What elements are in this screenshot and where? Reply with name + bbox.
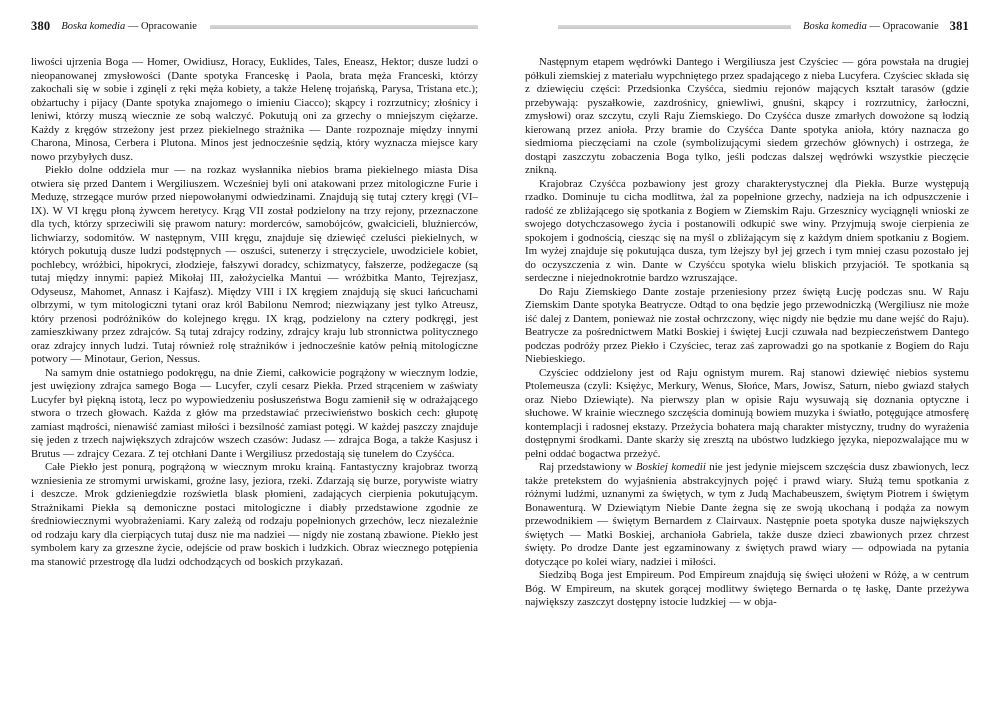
paragraph	[525, 367, 969, 462]
paragraph	[525, 178, 969, 286]
paragraph	[525, 461, 969, 569]
text-run: Krajobraz Czyśćca pozbawiony jest grozy charakterystycznej dla Piekła. Burze występują rzadko. Dominuje tu cicha modlitwa, żal za popełnione grzechy, nadzieja na ich odpuszczenie i radość ze zbliżającego się spotkania z Bogiem w Ziemskim Raju. Grzesznicy wyciągnęli wnioski ze swojego dotychczasowego życia i postanowili odkupić swe winy. Przyjmują swoje cierpienia ze spokojem i godnością, ciesząc się na myśl o zbliżającym się z każdym dniem spotkaniu z Bogiem. Im wyżej znajduje się pokutująca dusza, tym lżejszy był jej grzech i tym mniej czasu pozostało jej do oczyszczenia z win. Dante w Czyśćcu spotyka wielu bliskich przyjaciół. Te spotkania są serdeczne i niejednokrotnie bardzo wzruszające.	[525, 177, 969, 284]
text-run: nie jest jedynie miejscem szczęścia dusz zbawionych, lecz także pretekstem do wyjaśnienia abstrakcyjnych pojęć i prawd wiary. Służą temu spotkania z różnymi ludźmi, uznanymi za świętych, w tym z Judą Machabeuszem, świętym Piotrem i świętym Bonawenturą. W Dziewiątym Niebie Dante żegna się ze swoją ukochaną i podąża za nowym przewodnikiem — świętym Bernardem z Clairvaux. Następnie poeta spotyka dusze największych świętych — Matki Boskiej, archanioła Gabriela, także dusze dzieci zbawionych przez chrzest święty. Po drodze Dante jest egzaminowany z świętych prawd wiary — odpowiada na pytania dotyczące po kolei wiary, nadziei i miłości.	[525, 461, 969, 568]
paragraph	[31, 164, 478, 367]
text-run: Czyściec oddzielony jest od Raju ognistym murem. Raj stanowi dziewięć niebios systemu Ptolemeusza (czyli: Księżyc, Merkury, Wenus, Słońce, Mars, Jowisz, Saturn, niebo gwiazd stałych oraz Niebo Dziewiąte). Na pierwszy plan w opisie Raju wysuwają się doznania optyczne i słuchowe. W krainie wiecznego szczęścia dominują bowiem muzyka i światło, potęgujące atmosferę kontemplacji i radosnej ekstazy. Przeżycia bohatera mają charakter mistyczny, trudny do wyrażenia dostępnymi środkami. Dante skarży się zresztą na ubóstwo ludzkiego języka, niepozwalające mu w pełni oddać bogactwa przeżyć.	[525, 366, 969, 460]
running-title-suffix: — Opracowanie	[125, 21, 197, 32]
text-run: Następnym etapem wędrówki Dantego i Wergiliusza jest Czyściec — góra powstała na drugiej półkuli ziemskiej z materiału wypchniętego przez spadającego z nieba Lucyfera. Czyściec składa się z dziewięciu części: Przedsionka Czyśćca, siedmiu rejonów mających kształt tarasów (gdzie przebywają: pyszałkowie, zazdrośnicy, gniewliwi, gnuśni, skąpcy i rozrzutnicy, żarłoczni, zmysłowi) oraz szczytu, czyli Raju Ziemskiego. Do Czyśćca dusze zmarłych dowożone są łodzią kierowaną przez anioła. Przy bramie do Czyśćca Dante spotyka anioła, który naznacza go siedmioma pieczęciami na czole (symbolizującymi siedem grzechów głównych) i ostrzega, że dostąpi zaszczytu zobaczenia Boga tylko, jeśli podczas dalszej wędrówki wszystkie pieczęcie znikną.	[525, 56, 969, 176]
page-380-header	[31, 19, 478, 34]
text-run: Na samym dnie ostatniego podokręgu, na dnie Ziemi, całkowicie pogrążony w wiecznym lodzie, jest uwięziony zdrajca samego Boga — Lucyfer, czyli cesarz Piekła. Przed strąceniem w zaświaty Lucyfer był piękną istotą, lecz po wypowiedzeniu posłuszeństwa Bogu zamienił się w odrażającego stwora o trzech głowach. Każda z głów ma przedstawiać przeciwieństwo boskich cech: głupotę zamiast mądrości, nienawiść zamiast miłości i bezsilność zamiast potęgi. W każdej paszczy znajduje się jeden z trzech największych zdrajców wszech czasów: Judasz — zdrajca Boga, a także Kasjusz i Brutus — zdrajcy Cezara. Z tej otchłani Dante i Wergiliusz przedostają się tunelem do Czyśćca.	[31, 366, 478, 460]
paragraph	[31, 461, 478, 569]
page-381-body	[525, 56, 969, 610]
running-title-suffix: — Opracowanie	[866, 21, 939, 32]
running-title	[61, 21, 197, 32]
text-run: Raj przedstawiony w	[539, 461, 636, 473]
header-rule	[210, 25, 478, 29]
text-run: Siedzibą Boga jest Empireum. Pod Empireum znajdują się święci ułożeni w Różę, a w centrum Bóg. W Empireum, na skutek gorącej modlitwy świętego Bernarda o tę łaskę, Dante przeżywa największy zaszczyt dostępny istocie ludzkiej — w obja-	[525, 569, 969, 608]
text-run: Do Raju Ziemskiego Dante zostaje przeniesiony przez świętą Łucję podczas snu. W Raju Ziemskim Dante spotyka Beatrycze. Odtąd to ona będzie jego przewodniczką (Wergiliusz nie może iść dalej z Dantem, ponieważ nie został ochrzczony, więc nigdy nie będzie mu dane wejść do Raju). Beatrycze za pośrednictwem Matki Boskiej i świętej Łucji czuwała nad bezpieczeństwem Dantego podczas podróży przez Piekło i Czyściec, teraz zaś zaprowadzi go na spotkanie z Bogiem do Raju Niebieskiego.	[525, 285, 969, 365]
paragraph	[31, 56, 478, 164]
page-381	[500, 0, 1000, 712]
page-number: 381	[949, 19, 969, 33]
italic-text-run: Boskiej komedii	[635, 461, 706, 473]
running-title-book: Boska komedia	[61, 21, 126, 32]
page-number: 380	[31, 19, 51, 33]
page-380-body	[31, 56, 478, 569]
paragraph	[525, 286, 969, 367]
text-run: Całe Piekło jest ponurą, pogrążoną w wiecznym mroku krainą. Fantastyczny krajobraz tworzą wzniesienia ze stromymi urwiskami, groźne lasy, jeziora, rzeki. Zdarzają się burze, porywiste wiatry i deszcze. Mrok gdzieniegdzie rozświetla blask płomieni, zadających cierpienia pokutującym. Strażnikami Piekła są demoniczne postaci mitologiczne i diabły przedstawione zgodnie ze średniowiecznymi wyobrażeniami. Kary zależą od rodzaju popełnionych grzechów, lecz niezależnie od rodzaju kary dla cierpiących tutaj dusz nie ma nadziei — nigdy nie zostaną zbawione. Piekło jest symbolem kary za grzeszne życie, odejście od praw boskich i ludzkich. Obraz wiecznego potępienia ma stanowić przestrogę dla ludzi odchodzących od boskich przykazań.	[31, 461, 478, 568]
text-run: Piekło dolne oddziela mur — na rozkaz wysłannika niebios brama piekielnego miasta Disa otwiera się przed Dantem i Wergiliuszem. Wcześniej byli oni atakowani przez mitologiczne Furie i Meduzę, strzegące murów przed niepowołanymi odwiedzinami. Znajdują się tutaj cztery kręgi (VI–IX). W VI kręgu płoną żywcem heretycy. Krąg VII został podzielony na trzy rejony, przeznaczone dla tych, którzy sprzeciwili się prawom natury: morderców, samobójców, gwałcicieli, bluźnierców, lichwiarzy, sodomitów. W następnym, VIII kręgu, znajduje się dziewięć czeluści piekielnych, w których pokutują dusze ludzi podstępnych — oszuści, sutenerzy i stręczyciele, uwodziciele kobiet, pochlebcy, wróżbici, hipokryci, złodzieje, fałszywi doradcy, schizmatycy, fałszerze, podżegacze (są tutaj między innymi: papież Mikołaj III, założycielka Mantui — wróżbitka Manto, Tejrezjasz, Odyseusz, Mahomet, Annasz i Kajfasz). Między VIII i IX kręgiem znajdują się skuci łańcuchami olbrzymi, w tym mitologiczni tytani oraz król Babilonu Nemrod; niezwiązany jest tylko Atreusz, który przenosi podróżników do kolejnego kręgu. IX krąg, podzielony na cztery podkręgi, jest zamieszkiwany przez zdrajców. Są tutaj zdrajcy rodziny, zdrajcy kraju lub stronnictwa politycznego oraz zdrajcy innych ludzi. Tutaj również rolę strażników i jednocześnie katów pełnią mitologiczne potwory — Minotaur, Gerion, Nessus.	[31, 164, 478, 365]
paragraph	[525, 569, 969, 610]
header-rule	[558, 25, 791, 29]
running-title	[803, 21, 939, 32]
page-381-header	[525, 19, 969, 34]
text-run: liwości ujrzenia Boga — Homer, Owidiusz, Horacy, Euklides, Tales, Eneasz, Hektor; dusze ludzi o nieopanowanej zmysłowości (Dante spotyka Franceskę i Paola, brata męża Franceski, którzy zakochali się w sobie i zginęli z ręki męża kobiety, a także Helenę trojańską, Parysa, Tristana etc.); obżartuchy i pijacy (Dante spotyka znajomego o imieniu Ciacco); skąpcy i rozrzutnicy; złośnicy i leniwi, którzy muszą wiecznie ze sobą walczyć. Pokutują oni za grzechy o mniejszym ciężarze. Każdy z kręgów strzeżony jest przez piekielnego strażnika — Dante rozpoznaje między innymi Charona, Minosa, Cerbera i Plutona. Minos jest jednocześnie sędzią, który wyznacza miejsce kary nowo przybyłych dusz.	[31, 56, 478, 163]
paragraph	[525, 56, 969, 178]
running-title-book: Boska komedia	[803, 21, 867, 32]
paragraph	[31, 367, 478, 462]
